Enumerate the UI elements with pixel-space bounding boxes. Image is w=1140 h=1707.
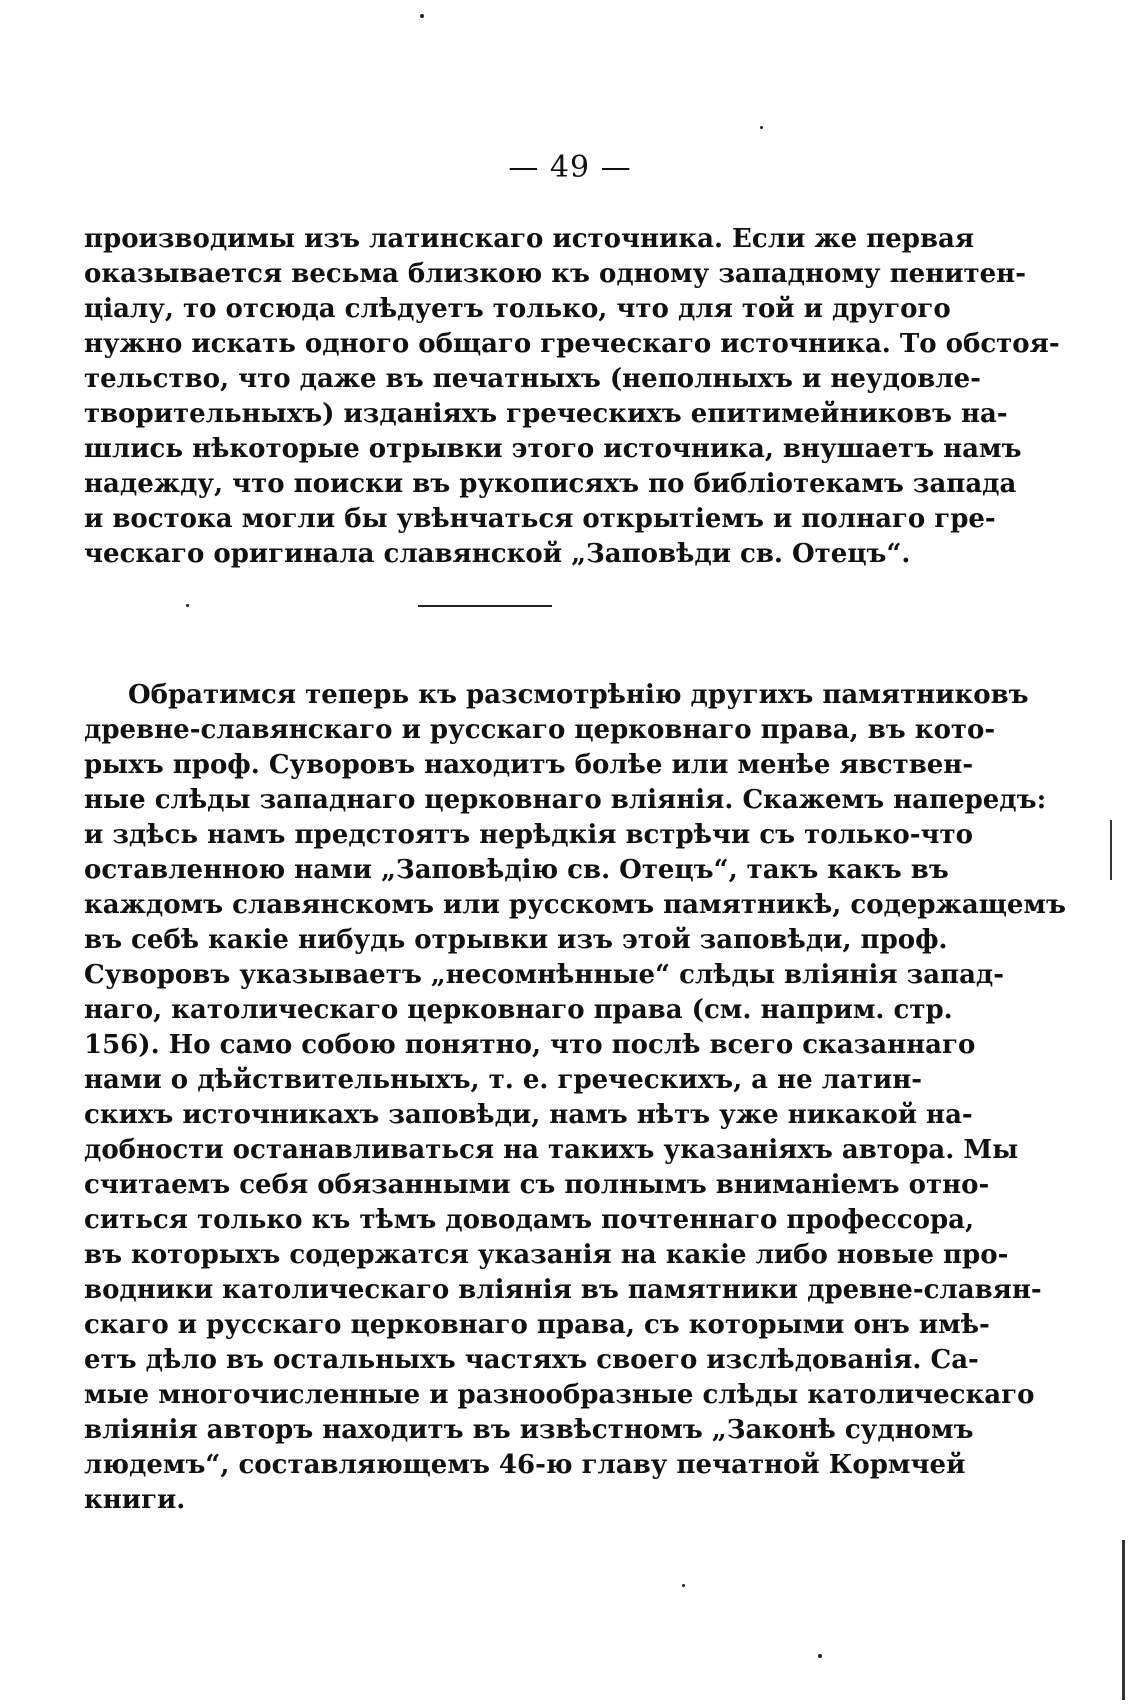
scan-speck [186, 604, 189, 607]
scan-speck [682, 1584, 685, 1587]
scan-speck [420, 14, 424, 18]
section-divider [418, 605, 552, 607]
text-line: ные слѣды западнаго церковнаго вліянія. Скажемъ напередъ: [84, 785, 1047, 815]
text-line: 156). Но само собою понятно, что послѣ всего сказаннаго [84, 1030, 976, 1060]
text-line: Суворовъ указываетъ „несомнѣнные“ слѣды вліянія запад- [84, 960, 1005, 990]
scan-speck [760, 126, 763, 129]
text-line: книги. [84, 1485, 186, 1515]
text-line: надежду, что поиски въ рукописяхъ по библіотекамъ запада [84, 469, 1017, 499]
text-line: оставленною нами „Заповѣдію св. Отецъ“, такъ какъ въ [84, 855, 949, 885]
text-line: оказывается весьма близкою къ одному западному пенитен- [84, 259, 1026, 289]
text-line: творительныхъ) изданіяхъ греческихъ епитимейниковъ на- [84, 399, 1008, 429]
text-line: считаемъ себя обязанными съ полнымъ вниманіемъ отно- [84, 1170, 990, 1200]
text-line: древне-славянскаго и русскаго церковнаго права, въ кото- [84, 715, 996, 745]
text-line: етъ дѣло въ остальныхъ частяхъ своего изслѣдованія. Са- [84, 1345, 979, 1375]
text-line: вліянія авторъ находитъ въ извѣстномъ „Законѣ судномъ [84, 1415, 974, 1445]
text-line: каждомъ славянскомъ или русскомъ памятникѣ, содержащемъ [84, 890, 1066, 920]
text-line: рыхъ проф. Суворовъ находитъ болѣе или менѣе явствен- [84, 750, 974, 780]
text-line: скаго и русскаго церковнаго права, съ которыми онъ имѣ- [84, 1310, 990, 1340]
text-line: нужно искать одного общаго греческаго источника. То обстоя- [84, 329, 1060, 359]
text-line: ціалу, то отсюда слѣдуетъ только, что для той и другого [84, 294, 951, 324]
paragraph-1 [84, 222, 1060, 572]
text-line: въ которыхъ содержатся указанія на какіе либо новые про- [84, 1240, 1009, 1270]
scan-speck [818, 1654, 822, 1658]
text-line: скихъ источникахъ заповѣди, намъ нѣтъ уже никакой на- [84, 1100, 973, 1130]
scan-edge-mark [1110, 820, 1112, 880]
text-line: водники католическаго вліянія въ памятники древне-славян- [84, 1275, 1042, 1305]
scan-edge-mark [1122, 1540, 1125, 1700]
text-line: производимы изъ латинскаго источника. Если же первая [84, 224, 975, 254]
text-line: и здѣсь намъ предстоятъ нерѣдкія встрѣчи съ только-что [84, 820, 973, 850]
text-line: наго, католическаго церковнаго права (см. наприм. стр. [84, 995, 953, 1025]
text-line: тельство, что даже въ печатныхъ (неполныхъ и неудовле- [84, 364, 981, 394]
text-line: ческаго оригинала славянской „Заповѣди св. Отецъ“. [84, 539, 911, 569]
text-line: въ себѣ какіе нибудь отрывки изъ этой заповѣди, проф. [84, 925, 948, 955]
paragraph-2 [84, 678, 1066, 1518]
text-line: нами о дѣйствительныхъ, т. е. греческихъ, а не латин- [84, 1065, 923, 1095]
text-line: добности останавливаться на такихъ указаніяхъ автора. Мы [84, 1135, 1019, 1165]
text-line: шлись нѣкоторые отрывки этого источника, внушаетъ намъ [84, 434, 1022, 464]
text-line: мые многочисленные и разнообразные слѣды католическаго [84, 1380, 1035, 1410]
text-line: и востока могли бы увѣнчаться открытіемъ и полнаго гре- [84, 504, 996, 534]
page-number: — 49 — [508, 150, 632, 185]
text-line: ситься только къ тѣмъ доводамъ почтеннаго профессора, [84, 1205, 975, 1235]
text-line: Обратимся теперь къ разсмотрѣнію другихъ памятниковъ [128, 680, 1029, 710]
text-line: людемъ“, составляющемъ 46-ю главу печатной Кормчей [84, 1450, 966, 1480]
